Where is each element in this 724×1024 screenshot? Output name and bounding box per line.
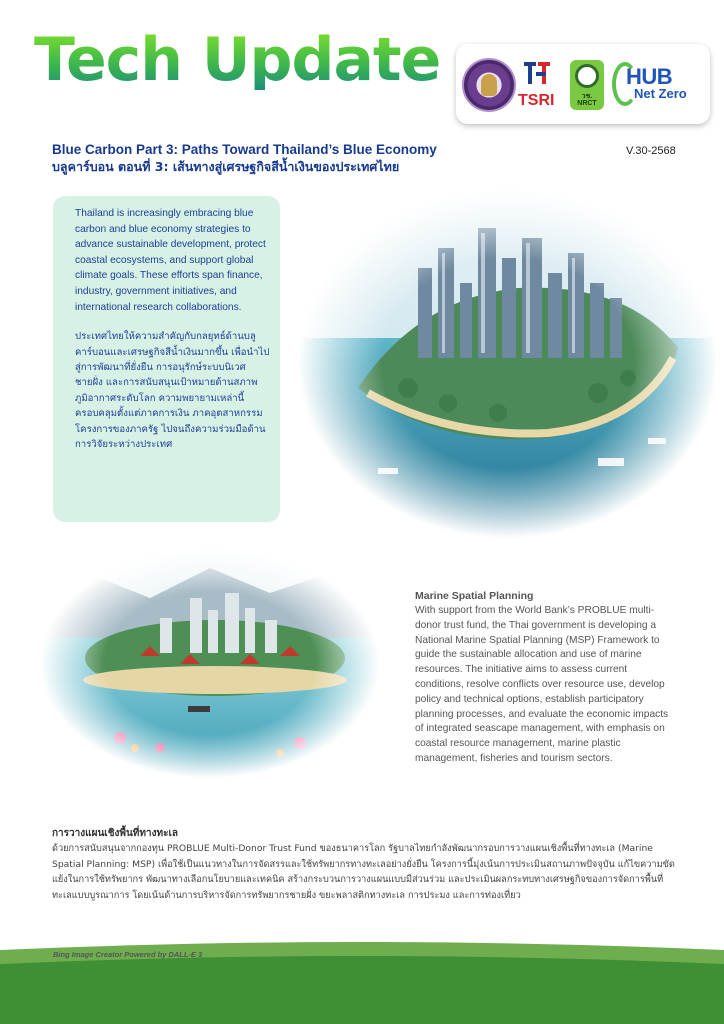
issue-version: V.30-2568 [626, 145, 676, 157]
hub-logo-subtext: Net Zero [634, 86, 687, 101]
msp-english-body: With support from the World Bank’s PROBLUE multi-donor trust fund, the Thai government is developing a National Marine Spatial Planning (MSP) Framework to guide the sustainable allocation and use of marine resources. The initiative aims to assess current conditions, resolve conflicts over resource use, develop policy and technical options, establish participatory planning processes, and evaluate the economic impacts of integrated seascape management, with emphasis on coastal resource management, marine plastic management, fisheries and tourism sectors. [415, 605, 669, 764]
partner-logo-bar [456, 44, 710, 124]
hub-logo-text: HUB [626, 64, 673, 89]
tsri-logo: TSRI [518, 92, 555, 109]
msp-english-section [415, 589, 677, 767]
hub-net-zero-logo [612, 58, 708, 114]
msp-thai-title: การวางแผนเชิงพื้นที่ทางทะเล [52, 828, 179, 839]
image-credit: Bing Image Creator Powered by DALL-E 3 [53, 950, 203, 959]
intro-english: Thailand is increasingly embracing blue carbon and blue economy strategies to advance sustainable development, protect coastal ecosystems, and support global climate goals. These efforts span finance, industry, government initiatives, and international research collaborations. [75, 208, 266, 313]
msp-english-title: Marine Spatial Planning [415, 590, 534, 602]
headline-thai: บลูคาร์บอน ตอนที่ 3: เส้นทางสู่เศรษฐกิจสีน้ำเงินของประเทศไทย [52, 159, 400, 174]
nrct-logo-text: NRCT [577, 100, 597, 107]
msp-thai-body: ด้วยการสนับสนุนจากกองทุน PROBLUE Multi-Donor Trust Fund ของธนาคารโลก รัฐบาลไทยกำลังพัฒนากรอบการวางแผนเชิงพื้นที่ทางทะเล (Marine Spatial Planning: MSP) เพื่อใช้เป็นแนวทางในการจัดสรรและใช้ทรัพยากรทางทะเลอย่างยั่งยืน โครงการนี้มุ่งเน้นการประเมินสถานภาพปัจจุบัน แก้ไขความขัดแย้งในการใช้ทรัพยากร พัฒนาทางเลือกนโยบายและเทคนิค สร้างกระบวนการวางแผนแบบมีส่วนร่วม และประเมินผลกระทบทางเศรษฐกิจของการจัดการพื้นที่ทะเลแบบบูรณาการ โดยเน้นด้านการบริหารจัดการทรัพยากรชายฝั่ง ขยะพลาสติกทางทะเล การประมง และการท่องเที่ยว [52, 843, 675, 901]
nrct-logo [570, 60, 604, 110]
coastal-city-illustration [298, 188, 718, 538]
tsri-mark-icon [522, 60, 552, 88]
island-city-illustration [40, 548, 380, 778]
msp-thai-section [52, 826, 682, 903]
seal-logo [462, 58, 516, 112]
intro-thai: ประเทศไทยให้ความสำคัญกับกลยุทธ์ด้านบลูคาร์บอนและเศรษฐกิจสีน้ำเงินมากขึ้น เพื่อนำไปสู่การพัฒนาที่ยั่งยืน การอนุรักษ์ระบบนิเวศชายฝั่ง และการสนับสนุนเป้าหมายด้านสภาพภูมิอากาศระดับโลก ความพยายามเหล่านี้ครอบคลุมตั้งแต่ภาคการเงิน ภาคอุตสาหกรรม โครงการของภาครัฐ ไปจนถึงความร่วมมือด้านการวิจัยระหว่างประเทศ [75, 331, 270, 450]
intro-summary-box [53, 196, 280, 522]
article-headline [52, 142, 532, 175]
headline-english: Blue Carbon Part 3: Paths Toward Thailand’s Blue Economy [52, 142, 437, 157]
nrct-logo-thai-text: วช. [581, 93, 593, 100]
newsletter-title: Tech Update [34, 25, 441, 95]
